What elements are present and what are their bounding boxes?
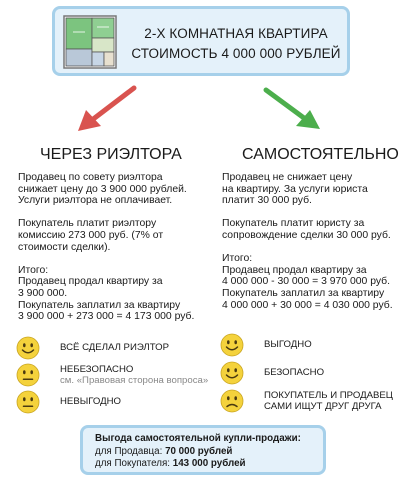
left-column-heading: ЧЕРЕЗ РИЭЛТОРА [40, 146, 182, 163]
right-text-line: Продавец не снижает цену [222, 172, 353, 183]
left-text-line: Продавец по совету риэлтора [18, 172, 163, 183]
footer-summary [95, 433, 301, 471]
left-text-line: Покупатель платит риэлтору [18, 218, 157, 230]
left-verdict-text: ВСЁ СДЕЛАЛ РИЭЛТОР [60, 342, 170, 353]
header-title-line2: СТОИМОСТЬ 4 000 000 РУБЛЕЙ [131, 46, 341, 61]
happy-smiley-icon [220, 333, 244, 357]
left-text-line [18, 207, 194, 219]
legal-side-reference: см. «Правовая сторона вопроса» [60, 375, 209, 386]
right-verdict-text: ПОКУПАТЕЛЬ И ПРОДАВЕЦ [264, 390, 393, 401]
left-text-line: стоимости сделки). [18, 241, 111, 253]
left-text-line: Итого: [18, 264, 49, 276]
arrow-down-left-icon [74, 84, 138, 134]
right-verdict-text: БЕЗОПАСНО [264, 367, 325, 378]
footer-box [80, 425, 326, 475]
right-text-line [222, 242, 398, 254]
right-verdict-sad [220, 389, 396, 415]
arrow-down-right-icon [262, 86, 324, 132]
neutral-smiley-icon [16, 390, 40, 414]
neutral-smiley-icon [16, 363, 40, 387]
left-text-line: Продавец продал квартиру за [18, 276, 163, 288]
seller-label: для Продавца: [95, 445, 166, 457]
right-verdict-text: ВЫГОДНО [264, 339, 312, 350]
right-verdict-happy [220, 333, 396, 359]
right-text-line: Покупатель платит юристу за [222, 218, 365, 230]
left-verdict-neutral [16, 390, 196, 416]
footer-title: Выгода самостоятельной купли-продажи: [95, 433, 301, 444]
left-column-text [18, 172, 194, 323]
right-text-line: 4 000 000 - 30 000 = 3 970 000 руб. [222, 276, 391, 288]
left-text-line: Покупатель заплатил за квартиру [18, 299, 181, 311]
left-text-line: Услуги риэлтора не оплачивает. [18, 195, 173, 207]
right-text-line [222, 207, 398, 219]
left-text-line [18, 253, 194, 265]
sad-smiley-icon [220, 389, 244, 413]
right-text-line: сопровождение сделки 30 000 руб. [222, 229, 391, 241]
left-text-line: снижает цену до 3 900 000 рублей. [18, 183, 187, 195]
left-verdict-text: НЕВЫГОДНО [60, 396, 122, 407]
footer-buyer-line [95, 458, 301, 471]
right-text-line: на квартиру. За услуги юриста [222, 183, 368, 195]
right-verdict-happy [220, 361, 396, 387]
buyer-label: для Покупателя: [95, 458, 173, 469]
floorplan-image [63, 15, 117, 69]
buyer-value: 143 000 рублей [172, 458, 246, 469]
right-text-line: Покупатель заплатил за квартиру [222, 287, 385, 299]
left-verdict-happy [16, 336, 196, 362]
header-title [125, 24, 347, 64]
happy-smiley-icon [220, 361, 244, 385]
footer-seller-line [95, 446, 301, 459]
right-text-line: 4 000 000 + 30 000 = 4 030 000 руб. [222, 299, 393, 311]
right-verdict-text: САМИ ИЩУТ ДРУГ ДРУГА [264, 401, 382, 412]
right-column-text [222, 172, 398, 311]
left-text-line: комиссию 273 000 руб. (7% от [18, 229, 164, 241]
right-text-line: Продавец продал квартиру за [222, 264, 367, 276]
happy-smiley-icon [16, 336, 40, 360]
left-text-line: 3 900 000. [18, 287, 68, 299]
header-box [52, 6, 350, 76]
header-title-line1: 2-Х КОМНАТНАЯ КВАРТИРА [144, 26, 328, 41]
right-text-line: Итого: [222, 253, 253, 265]
right-text-line: платит 30 000 руб. [222, 195, 312, 207]
right-column-heading: САМОСТОЯТЕЛЬНО [242, 146, 399, 163]
seller-value: 70 000 рублей [165, 445, 233, 457]
left-verdict-neutral [16, 363, 209, 389]
left-verdict-text: НЕБЕЗОПАСНО [60, 364, 134, 375]
left-text-line: 3 900 000 + 273 000 = 4 173 000 руб. [18, 311, 195, 323]
